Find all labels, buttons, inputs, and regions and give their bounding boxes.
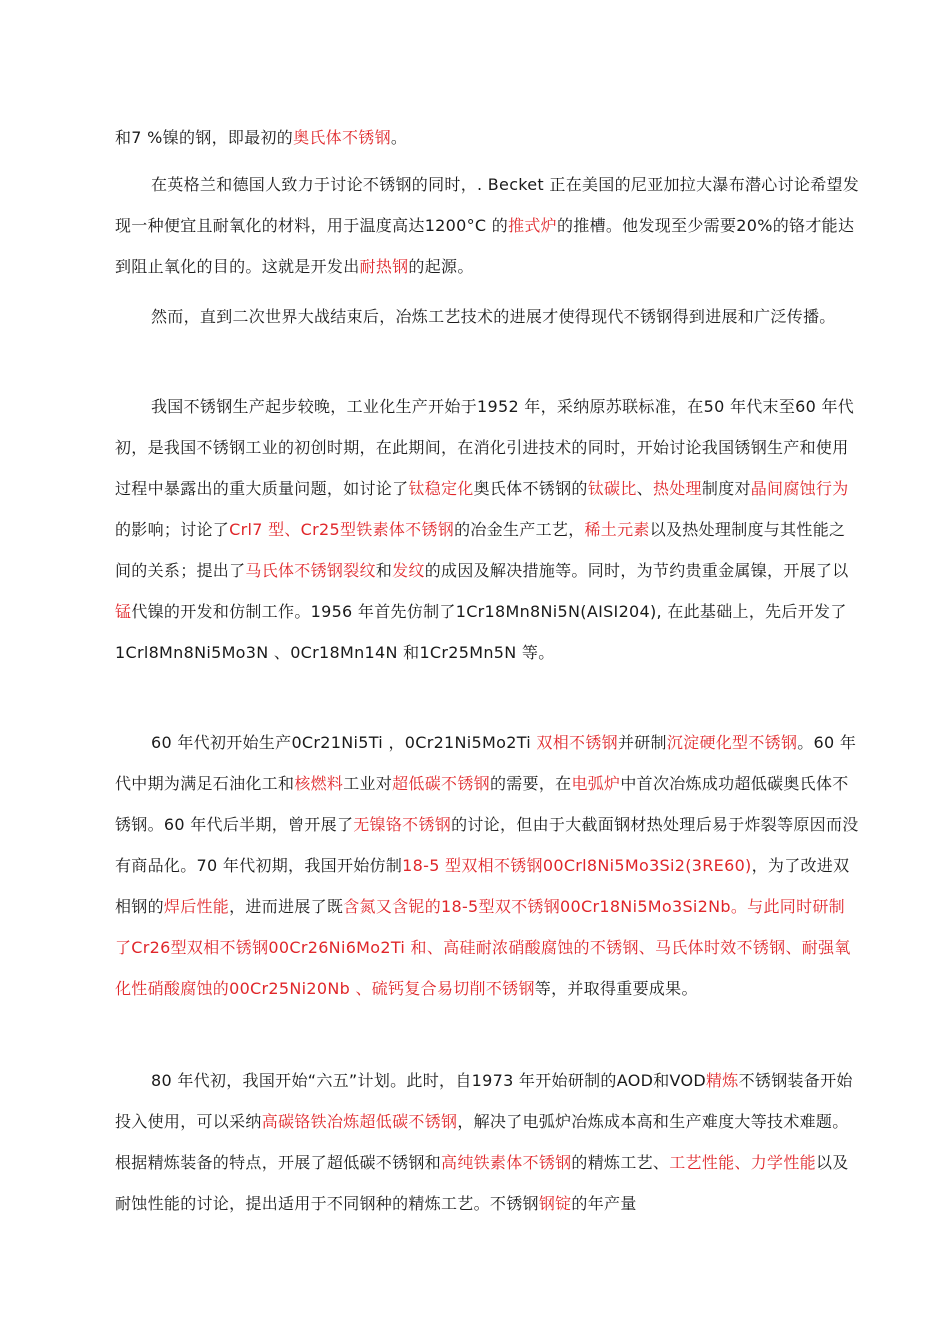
text-run: 以及耐蚀性能的讨论，提出适用于不同钢种的精炼工艺。不锈钢 [115, 1153, 849, 1213]
highlighted-term: 钛稳定化 [408, 479, 474, 498]
paragraph-1 [115, 117, 860, 158]
text-run: 我国不锈钢生产起步较晚，工业化生产开始于1952 年，采纳原苏联标准，在50 年代末至60 年代初，是我国不锈钢工业的初创时期，在此期间，在消化引进技术的同时，开始讨论我国锈钢生产和使用过程中暴露出的重大质量问题，如讨论了 [115, 397, 855, 498]
highlighted-term: 发纹 [392, 561, 425, 580]
text-run: ，进而进展了既 [229, 897, 344, 916]
text-run: 的需要，在 [489, 774, 572, 793]
text-run: 60 年代初开始生产0Cr21Ni5Ti ，0Cr21Ni5Mo2Ti [151, 733, 537, 752]
paragraph-3 [115, 296, 860, 337]
highlighted-term: 推式炉 [508, 216, 557, 235]
highlighted-term: 马氏体不锈钢裂纹 [245, 561, 376, 580]
text-run: 等，并取得重要成果。 [534, 979, 698, 998]
text-run: 制度对 [701, 479, 751, 498]
text-run: 工业对 [343, 774, 393, 793]
paragraph-5 [115, 722, 860, 1009]
highlighted-term: 晶间腐蚀行为 [750, 479, 849, 498]
highlighted-term: 双相不锈钢 [536, 733, 618, 752]
text-run: 80 年代初，我国开始“六五”计划。此时，自1973 年开始研制的AOD和VOD [151, 1071, 706, 1090]
text-run: 的精炼工艺、 [571, 1153, 670, 1172]
text-run: 的冶金生产工艺， [454, 520, 585, 539]
text-run: 奥氏体不锈钢的 [473, 479, 588, 498]
text-run: 。60 年代中期为满足石油化工和 [115, 733, 857, 793]
text-run: 并研制 [617, 733, 667, 752]
text-run: 的起源。 [408, 257, 474, 276]
highlighted-term: 18-5 型双相不锈钢00Crl8Ni5Mo3Si2(3RE60) [402, 856, 752, 875]
text-run: 以及热处理制度与其性能之间的关系；提出了 [115, 520, 846, 580]
text-run: 和 [375, 561, 393, 580]
text-run: 在英格兰和德国人致力于讨论不锈钢的同时，. Becket 正在美国的尼亚加拉大瀑布潜心讨论希望发现一种便宜且耐氧化的材料，用于温度高达1200°C 的 [115, 175, 860, 235]
highlighted-term: Crl7 型、Cr25型铁素体不锈钢 [229, 520, 455, 539]
highlighted-term: 含氮又含铌的18-5型双不锈钢00Cr18Ni5Mo3Si2Nb。与此同时研制了Cr26型双相不锈钢00Cr26Ni6Mo2Ti 和、高硅耐浓硝酸腐蚀的不锈钢、马氏体时效不锈钢、耐强氧化性硝酸腐蚀的00Cr25Ni20Nb 、硫钙复合易切削不锈钢 [115, 897, 851, 998]
highlighted-term: 奥氏体不锈钢 [293, 128, 391, 147]
highlighted-term: 焊后性能 [163, 897, 230, 916]
highlighted-term: 无镍铬不锈钢 [353, 815, 452, 834]
text-run: 不锈钢装备开始投入使用，可以采纳 [115, 1071, 853, 1131]
highlighted-term: 精炼 [706, 1071, 739, 1090]
text-run: 的推槽。他发现至少需要20%的铬才能达到阻止氧化的目的。这就是开发出 [115, 216, 855, 276]
highlighted-term: 沉淀硬化型不锈钢 [666, 733, 798, 752]
highlighted-term: 钢锭 [538, 1194, 572, 1213]
highlighted-term: 工艺性能、力学性能 [669, 1153, 816, 1172]
text-run: 。 [390, 128, 408, 147]
highlighted-term: 稀土元素 [584, 520, 650, 539]
highlighted-term: 高纯铁素体不锈钢 [441, 1153, 572, 1172]
text-run: ，解决了电弧炉冶炼成本高和生产难度大等技术难题。根据精炼装备的特点，开展了超低碳不锈钢和 [115, 1112, 849, 1172]
text-run: 的年产量 [571, 1194, 637, 1213]
paragraph-4 [115, 386, 860, 673]
text-run: 然而，直到二次世界大战结束后，冶炼工艺技术的进展才使得现代不锈钢得到进展和广泛传播。 [151, 307, 836, 326]
text-run: ，为了改进双相钢的 [115, 856, 850, 916]
highlighted-term: 核燃料 [294, 774, 344, 793]
highlighted-term: 超低碳不锈钢 [392, 774, 490, 793]
text-run: 中首次冶炼成功超低碳奥氏体不锈钢。60 年代后半期，曾开展了 [115, 774, 849, 834]
highlighted-term: 热处理 [652, 479, 702, 498]
highlighted-term: 锰 [115, 602, 132, 621]
highlighted-term: 电弧炉 [571, 774, 621, 793]
paragraph-2 [115, 164, 860, 287]
text-run: 的影响；讨论了 [115, 520, 230, 539]
highlighted-term: 钛碳比 [587, 479, 637, 498]
text-run: 、 [636, 479, 653, 498]
highlighted-term: 高碳铬铁冶炼超低碳不锈钢 [261, 1112, 458, 1131]
text-run: 和7 %镍的钢，即最初的 [115, 128, 294, 147]
paragraph-6 [115, 1060, 860, 1224]
text-run: 的讨论，但由于大截面钢材热处理后易于炸裂等原因而没有商品化。70 年代初期，我国开始仿制 [115, 815, 859, 875]
text-run: 代镍的开发和仿制工作。1956 年首先仿制了1Cr18Mn8Ni5N(AISI204), 在此基础上，先后开发了1Crl8Mn8Ni5Mo3N 、0Cr18Mn14N 和1Cr25Mn5N 等。 [115, 602, 847, 662]
text-run: 的成因及解决措施等。同时，为节约贵重金属镍，开展了以 [424, 561, 849, 580]
highlighted-term: 耐热钢 [359, 257, 409, 276]
